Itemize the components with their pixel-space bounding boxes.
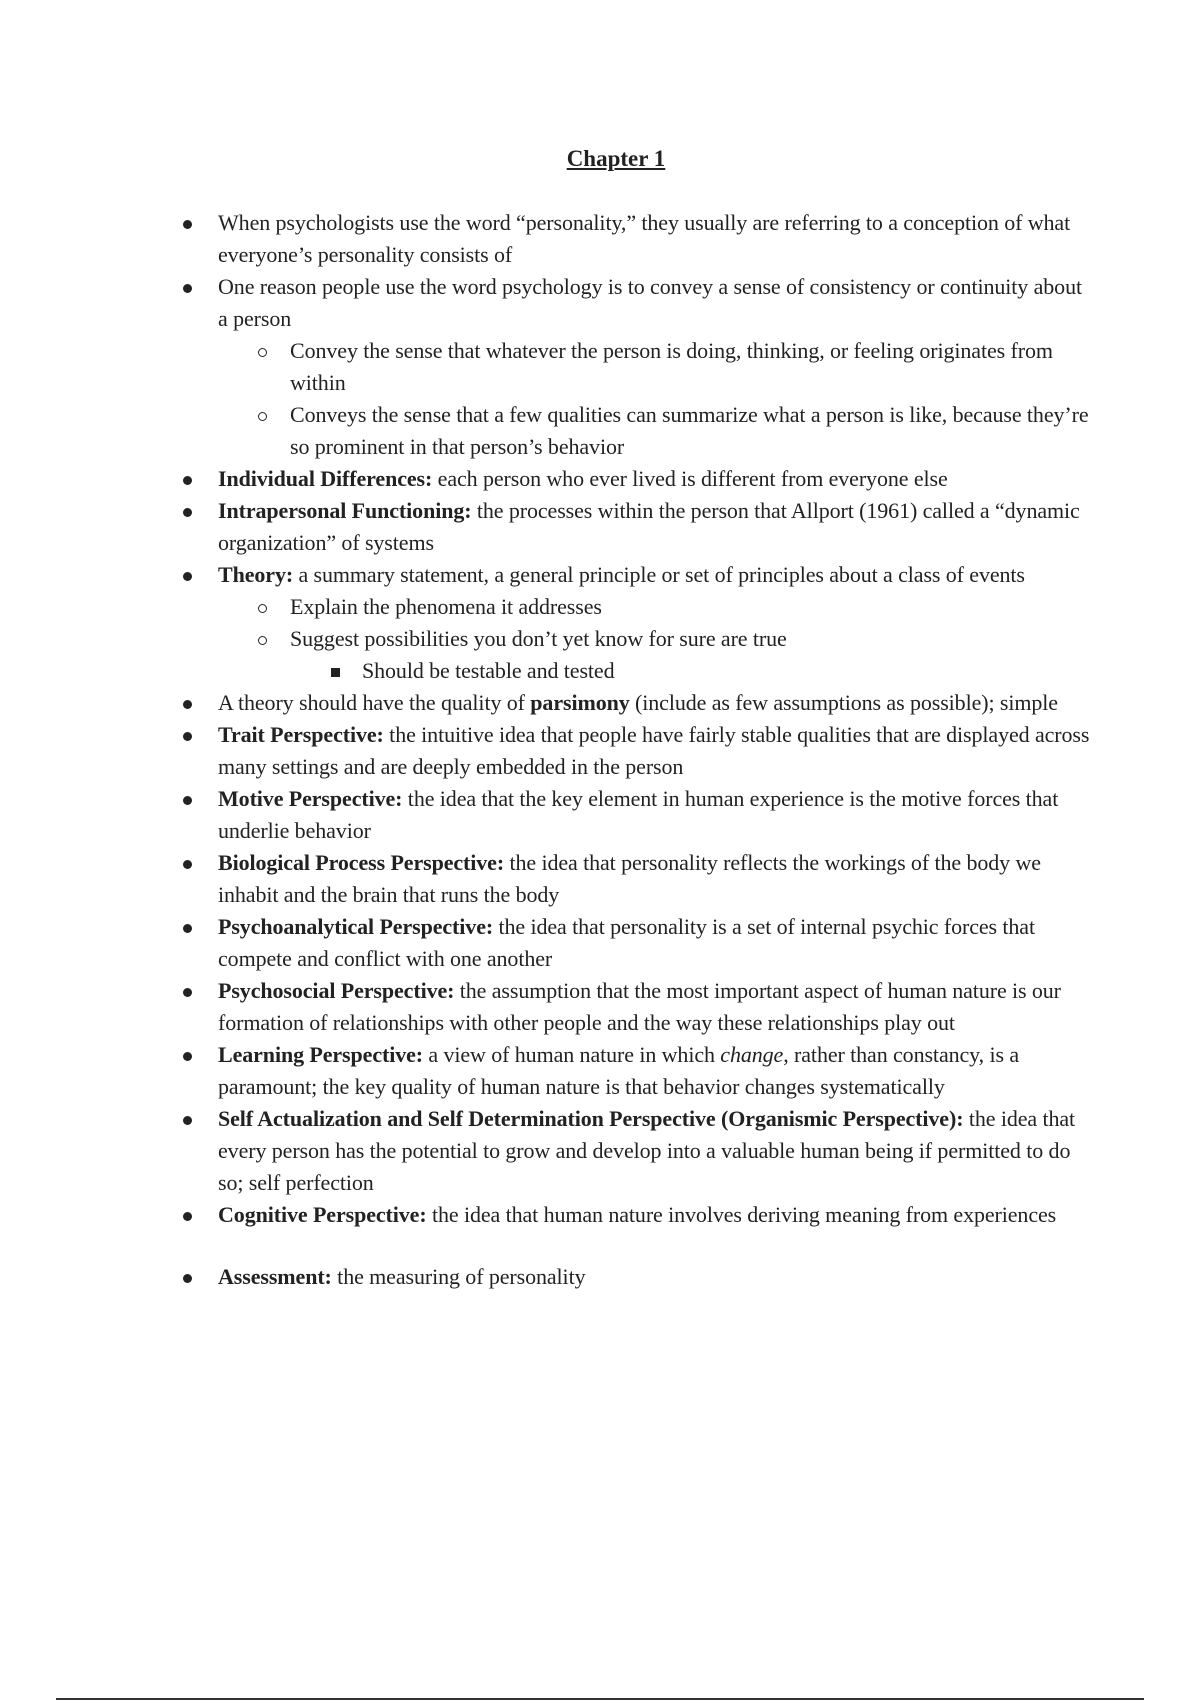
bullet-disc-icon xyxy=(177,719,197,751)
bullet-disc-icon xyxy=(177,463,197,495)
term-label: Intrapersonal Functioning: xyxy=(218,498,472,523)
item-text: When psychologists use the word “personality,” they usually are referring to a conception of what everyone’s personality consists of xyxy=(218,210,1071,267)
bullet-disc-icon xyxy=(177,687,197,719)
bullet-disc-icon xyxy=(177,1199,197,1231)
item-text: the idea that every person has the potential to grow and develop into a valuable human being if permitted to do so; self perfection xyxy=(218,1106,1076,1195)
list-item xyxy=(177,655,1097,687)
bullet-disc-icon xyxy=(177,559,197,591)
list-item xyxy=(177,495,1097,559)
list-item xyxy=(177,207,1097,271)
item-text: the assumption that the most important aspect of human nature is our formation of relationships with other people and the way these relationships play out xyxy=(218,978,1061,1035)
bullet-disc-icon xyxy=(177,911,197,943)
item-text: a view of human nature in which xyxy=(423,1042,721,1067)
item-text: Suggest possibilities you don’t yet know for sure are true xyxy=(290,626,787,651)
bullet-square-icon xyxy=(325,655,345,687)
list-item xyxy=(177,911,1097,975)
bullet-disc-icon xyxy=(177,847,197,879)
item-text: A theory should have the quality of xyxy=(218,690,531,715)
item-text-continued: (include as few assumptions as possible); simple xyxy=(629,690,1058,715)
notes-list xyxy=(177,207,1097,1293)
term-label: Learning Perspective: xyxy=(218,1042,424,1067)
list-item xyxy=(177,623,1097,655)
bullet-disc-icon xyxy=(177,495,197,527)
item-text: the processes within the person that Allport (1961) called a “dynamic organization” of systems xyxy=(218,498,1080,555)
list-item xyxy=(177,463,1097,495)
bullet-circle-icon xyxy=(252,399,272,431)
item-text: Conveys the sense that a few qualities can summarize what a person is like, because they’re so prominent in that person’s behavior xyxy=(290,402,1089,459)
term-label: Psychoanalytical Perspective: xyxy=(218,914,494,939)
term-label: Motive Perspective: xyxy=(218,786,403,811)
bullet-disc-icon xyxy=(177,1103,197,1135)
page-title: Chapter 1 xyxy=(566,146,666,171)
bullet-disc-icon xyxy=(177,783,197,815)
bullet-circle-icon xyxy=(252,335,272,367)
item-text: a summary statement, a general principle or set of principles about a class of events xyxy=(293,562,1025,587)
list-item xyxy=(177,335,1097,399)
term-label: parsimony xyxy=(530,690,630,715)
term-label: Psychosocial Perspective: xyxy=(218,978,455,1003)
item-text: the measuring of personality xyxy=(331,1264,586,1289)
bullet-disc-icon xyxy=(177,1039,197,1071)
bullet-circle-icon xyxy=(252,591,272,623)
item-text: the idea that human nature involves deriving meaning from experiences xyxy=(426,1202,1057,1227)
list-item xyxy=(177,1039,1097,1103)
bullet-disc-icon xyxy=(177,271,197,303)
bullet-circle-icon xyxy=(252,623,272,655)
item-text: Explain the phenomena it addresses xyxy=(290,594,602,619)
item-text: the idea that the key element in human experience is the motive forces that underlie behavior xyxy=(218,786,1059,843)
list-item xyxy=(177,687,1097,719)
list-item xyxy=(177,1103,1097,1199)
item-text: One reason people use the word psychology is to convey a sense of consistency or continuity about a person xyxy=(218,274,1082,331)
item-text: Should be testable and tested xyxy=(362,658,615,683)
list-item xyxy=(177,399,1097,463)
list-item xyxy=(177,1199,1097,1231)
list-item xyxy=(177,271,1097,335)
term-label: Biological Process Perspective: xyxy=(218,850,505,875)
term-label: Assessment: xyxy=(218,1264,332,1289)
item-text: each person who ever lived is different from everyone else xyxy=(432,466,948,491)
item-text-continued: , rather than constancy, is a paramount; the key quality of human nature is that behavior changes systematically xyxy=(218,1042,1019,1099)
list-item xyxy=(177,559,1097,591)
term-label: Theory: xyxy=(218,562,294,587)
list-item xyxy=(177,1261,1097,1293)
term-label: Cognitive Perspective: xyxy=(218,1202,427,1227)
bullet-disc-icon xyxy=(177,1261,197,1293)
item-text: Convey the sense that whatever the person is doing, thinking, or feeling originates from within xyxy=(290,338,1053,395)
item-text: the idea that personality reflects the workings of the body we inhabit and the brain that runs the body xyxy=(218,850,1041,907)
bullet-disc-icon xyxy=(177,975,197,1007)
list-item xyxy=(177,975,1097,1039)
bullet-disc-icon xyxy=(177,207,197,239)
list-item xyxy=(177,719,1097,783)
list-item xyxy=(177,847,1097,911)
emphasis-text: change xyxy=(720,1042,784,1067)
term-label: Individual Differences: xyxy=(218,466,433,491)
term-label: Trait Perspective: xyxy=(218,722,384,747)
term-label: Self Actualization and Self Determination Perspective (Organismic Perspective): xyxy=(218,1106,964,1131)
blank-line xyxy=(177,1231,1097,1261)
list-item xyxy=(177,591,1097,623)
item-text: the intuitive idea that people have fairly stable qualities that are displayed across many settings and are deeply embedded in the person xyxy=(218,722,1090,779)
list-item xyxy=(177,783,1097,847)
item-text: the idea that personality is a set of internal psychic forces that compete and conflict with one another xyxy=(218,914,1035,971)
